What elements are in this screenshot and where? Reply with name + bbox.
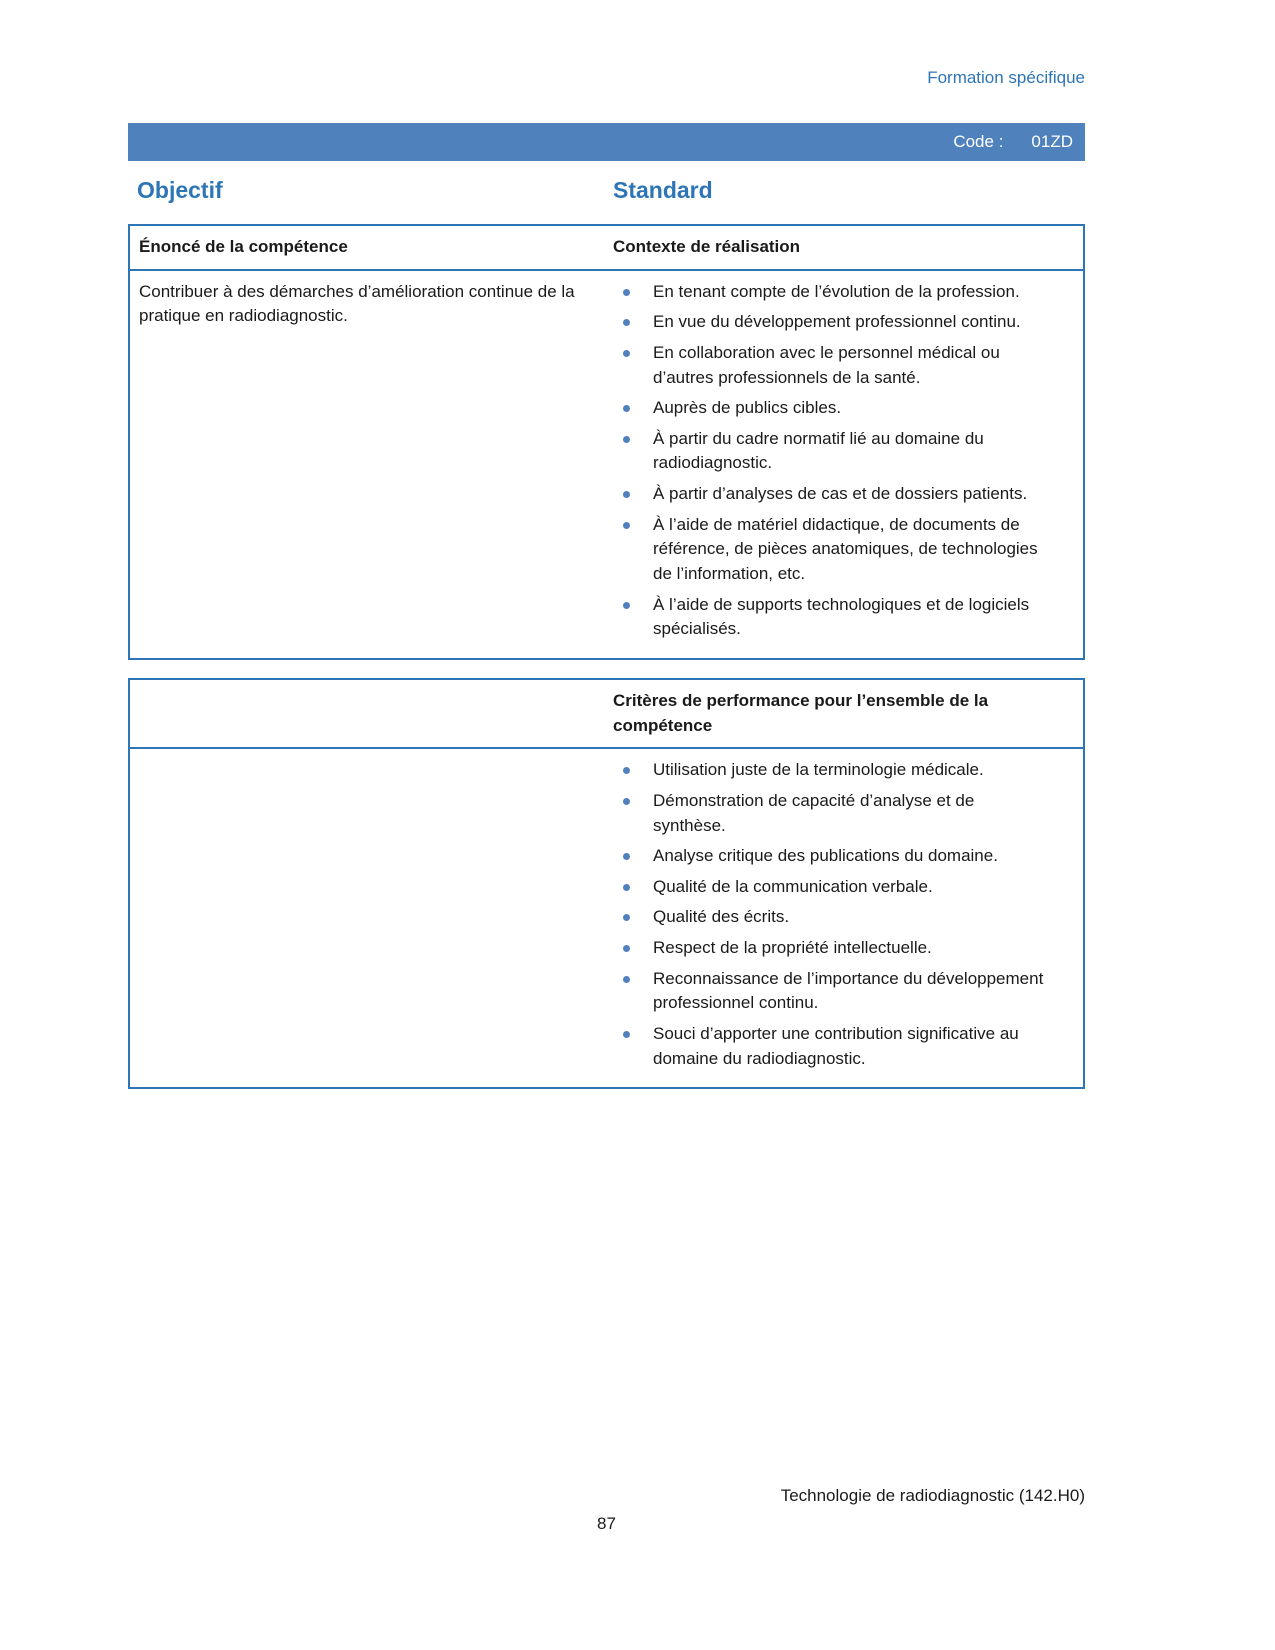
list-item: À l’aide de supports technologiques et de logiciels spécialisés. [613, 593, 1051, 642]
list-item: En tenant compte de l’évolution de la profession. [613, 280, 1051, 305]
competence-table [128, 224, 1085, 660]
criteria-empty-header [130, 680, 613, 747]
list-item: À partir d’analyses de cas et de dossiers patients. [613, 482, 1051, 507]
list-item: Souci d’apporter une contribution significative au domaine du radiodiagnostic. [613, 1022, 1051, 1071]
objectif-heading: Objectif [137, 177, 223, 203]
bullet-icon [623, 853, 630, 860]
contexte-realisation-header: Contexte de réalisation [613, 237, 801, 256]
bullet-icon [623, 914, 630, 921]
list-item: Reconnaissance de l’importance du développement professionnel continu. [613, 967, 1051, 1016]
competence-table-header-row [130, 226, 1083, 271]
bullet-icon [623, 319, 630, 326]
footer-program-label: Technologie de radiodiagnostic (142.H0) [780, 1486, 1085, 1505]
list-item: Démonstration de capacité d’analyse et de synthèse. [613, 789, 1051, 838]
enonce-competence-header: Énoncé de la compétence [139, 237, 348, 256]
bullet-icon [623, 1031, 630, 1038]
section-label: Formation spécifique [927, 68, 1085, 87]
criteria-table-body-row [130, 749, 1083, 1087]
code-label: Code : [953, 132, 1004, 151]
bullet-icon [623, 436, 630, 443]
list-item: À l’aide de matériel didactique, de documents de référence, de pièces anatomiques, de technologies de l’information, etc. [613, 513, 1051, 587]
criteres-performance-header: Critères de performance pour l’ensemble de la compétence [613, 690, 989, 735]
code-bar [128, 123, 1085, 161]
bullet-icon [623, 491, 630, 498]
criteria-bullet-list [613, 758, 1051, 1071]
contexte-bullet-list [613, 280, 1051, 642]
competence-statement: Contribuer à des démarches d’amélioration continue de la pratique en radiodiagnostic. [139, 281, 575, 326]
criteria-empty-cell [130, 749, 613, 1087]
bullet-icon [623, 350, 630, 357]
bullet-icon [623, 976, 630, 983]
list-item: Qualité des écrits. [613, 905, 1051, 930]
bullet-icon [623, 522, 630, 529]
list-item: Utilisation juste de la terminologie médicale. [613, 758, 1051, 783]
criteria-table-header-row [130, 680, 1083, 749]
bullet-icon [623, 405, 630, 412]
list-item: En vue du développement professionnel continu. [613, 310, 1051, 335]
criteria-table [128, 678, 1085, 1089]
bullet-icon [623, 289, 630, 296]
list-item: Analyse critique des publications du domaine. [613, 844, 1051, 869]
standard-heading: Standard [613, 177, 713, 203]
list-item: En collaboration avec le personnel médical ou d’autres professionnels de la santé. [613, 341, 1051, 390]
page-number: 87 [597, 1514, 616, 1533]
list-item: Auprès de publics cibles. [613, 396, 1051, 421]
column-headings [128, 177, 1085, 204]
list-item: Qualité de la communication verbale. [613, 875, 1051, 900]
code-value: 01ZD [1031, 132, 1073, 151]
list-item: À partir du cadre normatif lié au domaine du radiodiagnostic. [613, 427, 1051, 476]
bullet-icon [623, 945, 630, 952]
competence-table-body-row [130, 271, 1083, 658]
bullet-icon [623, 884, 630, 891]
bullet-icon [623, 602, 630, 609]
bullet-icon [623, 798, 630, 805]
list-item: Respect de la propriété intellectuelle. [613, 936, 1051, 961]
bullet-icon [623, 767, 630, 774]
